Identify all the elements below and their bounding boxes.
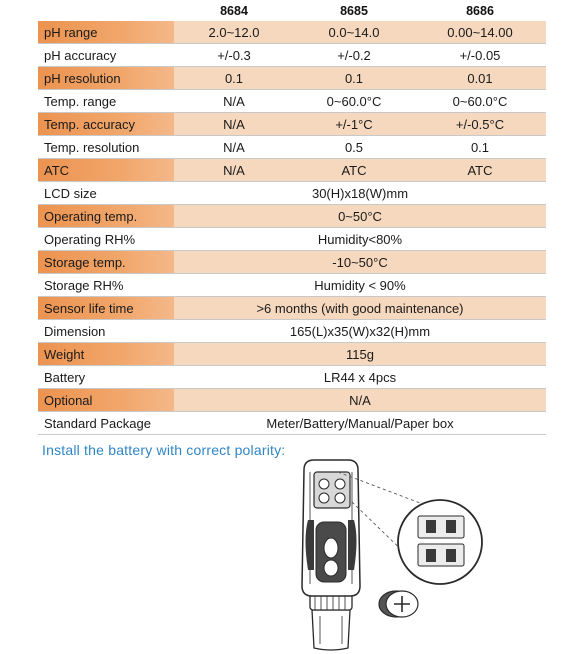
spec-row	[38, 228, 546, 251]
spec-row	[38, 412, 546, 435]
spec-label: Temp. range	[38, 90, 174, 113]
spec-value-all-models: Meter/Battery/Manual/Paper box	[174, 412, 546, 435]
spec-table	[38, 0, 546, 435]
spec-row	[38, 44, 546, 67]
spec-value: 0.00~14.00	[414, 21, 546, 44]
spec-row	[38, 320, 546, 343]
spec-label: Dimension	[38, 320, 174, 343]
spec-row	[38, 21, 546, 44]
spec-label: Optional	[38, 389, 174, 412]
spec-label: Storage RH%	[38, 274, 174, 297]
spec-row	[38, 182, 546, 205]
spec-label: Temp. resolution	[38, 136, 174, 159]
spec-value-all-models: 0~50°C	[174, 205, 546, 228]
spec-value: 0.1	[174, 67, 294, 90]
spec-label: LCD size	[38, 182, 174, 205]
spec-value-all-models: LR44 x 4pcs	[174, 366, 546, 389]
spec-value: 0.0~14.0	[294, 21, 414, 44]
spec-value: 0~60.0°C	[294, 90, 414, 113]
spec-row	[38, 251, 546, 274]
spec-value-all-models: 30(H)x18(W)mm	[174, 182, 546, 205]
spec-value-all-models: Humidity<80%	[174, 228, 546, 251]
spec-value: 0.1	[294, 67, 414, 90]
spec-value-all-models: N/A	[174, 389, 546, 412]
spec-label: pH range	[38, 21, 174, 44]
spec-label: Standard Package	[38, 412, 174, 435]
spec-value: 0.01	[414, 67, 546, 90]
spec-value: N/A	[174, 90, 294, 113]
spec-label: pH accuracy	[38, 44, 174, 67]
spec-label: Temp. accuracy	[38, 113, 174, 136]
spec-row	[38, 297, 546, 320]
spec-value-all-models: -10~50°C	[174, 251, 546, 274]
spec-value: 0~60.0°C	[414, 90, 546, 113]
model-header: 8685	[340, 3, 368, 18]
spec-row	[38, 274, 546, 297]
spec-value: +/-0.2	[294, 44, 414, 67]
spec-value-all-models: 115g	[174, 343, 546, 366]
spec-label: Operating RH%	[38, 228, 174, 251]
ph-meter-battery-compartment-illustration	[290, 458, 500, 654]
spec-row	[38, 136, 546, 159]
spec-row	[38, 113, 546, 136]
spec-value: 0.5	[294, 136, 414, 159]
spec-label: Operating temp.	[38, 205, 174, 228]
spec-value-all-models: 165(L)x35(W)x32(H)mm	[174, 320, 546, 343]
spec-label: pH resolution	[38, 67, 174, 90]
battery-compartment	[314, 472, 350, 508]
model-header: 8686	[466, 3, 494, 18]
spec-value: 0.1	[414, 136, 546, 159]
spec-row	[38, 343, 546, 366]
spec-value: +/-1°C	[294, 113, 414, 136]
spec-row	[38, 67, 546, 90]
spec-label: Storage temp.	[38, 251, 174, 274]
spec-row	[38, 90, 546, 113]
spec-value: N/A	[174, 136, 294, 159]
magnified-view	[398, 500, 482, 584]
spec-row	[38, 205, 546, 228]
probe-tip	[312, 610, 350, 650]
spec-value: 2.0~12.0	[174, 21, 294, 44]
spec-label: Battery	[38, 366, 174, 389]
spec-value-all-models: >6 months (with good maintenance)	[174, 297, 546, 320]
spec-value: ATC	[414, 159, 546, 182]
spec-value: N/A	[174, 159, 294, 182]
model-header-row	[38, 0, 546, 21]
spec-label: Weight	[38, 343, 174, 366]
spec-value: +/-0.3	[174, 44, 294, 67]
spec-label: ATC	[38, 159, 174, 182]
battery-instruction-caption: Install the battery with correct polarity:	[42, 442, 286, 458]
spec-row	[38, 159, 546, 182]
spec-row	[38, 366, 546, 389]
spec-value-all-models: Humidity < 90%	[174, 274, 546, 297]
spec-label: Sensor life time	[38, 297, 174, 320]
spec-value: +/-0.05	[414, 44, 546, 67]
spec-row	[38, 389, 546, 412]
spec-value: ATC	[294, 159, 414, 182]
header-blank	[38, 0, 174, 21]
model-header: 8684	[220, 3, 248, 18]
spec-table-body	[38, 21, 546, 435]
spec-value: +/-0.5°C	[414, 113, 546, 136]
spec-value: N/A	[174, 113, 294, 136]
